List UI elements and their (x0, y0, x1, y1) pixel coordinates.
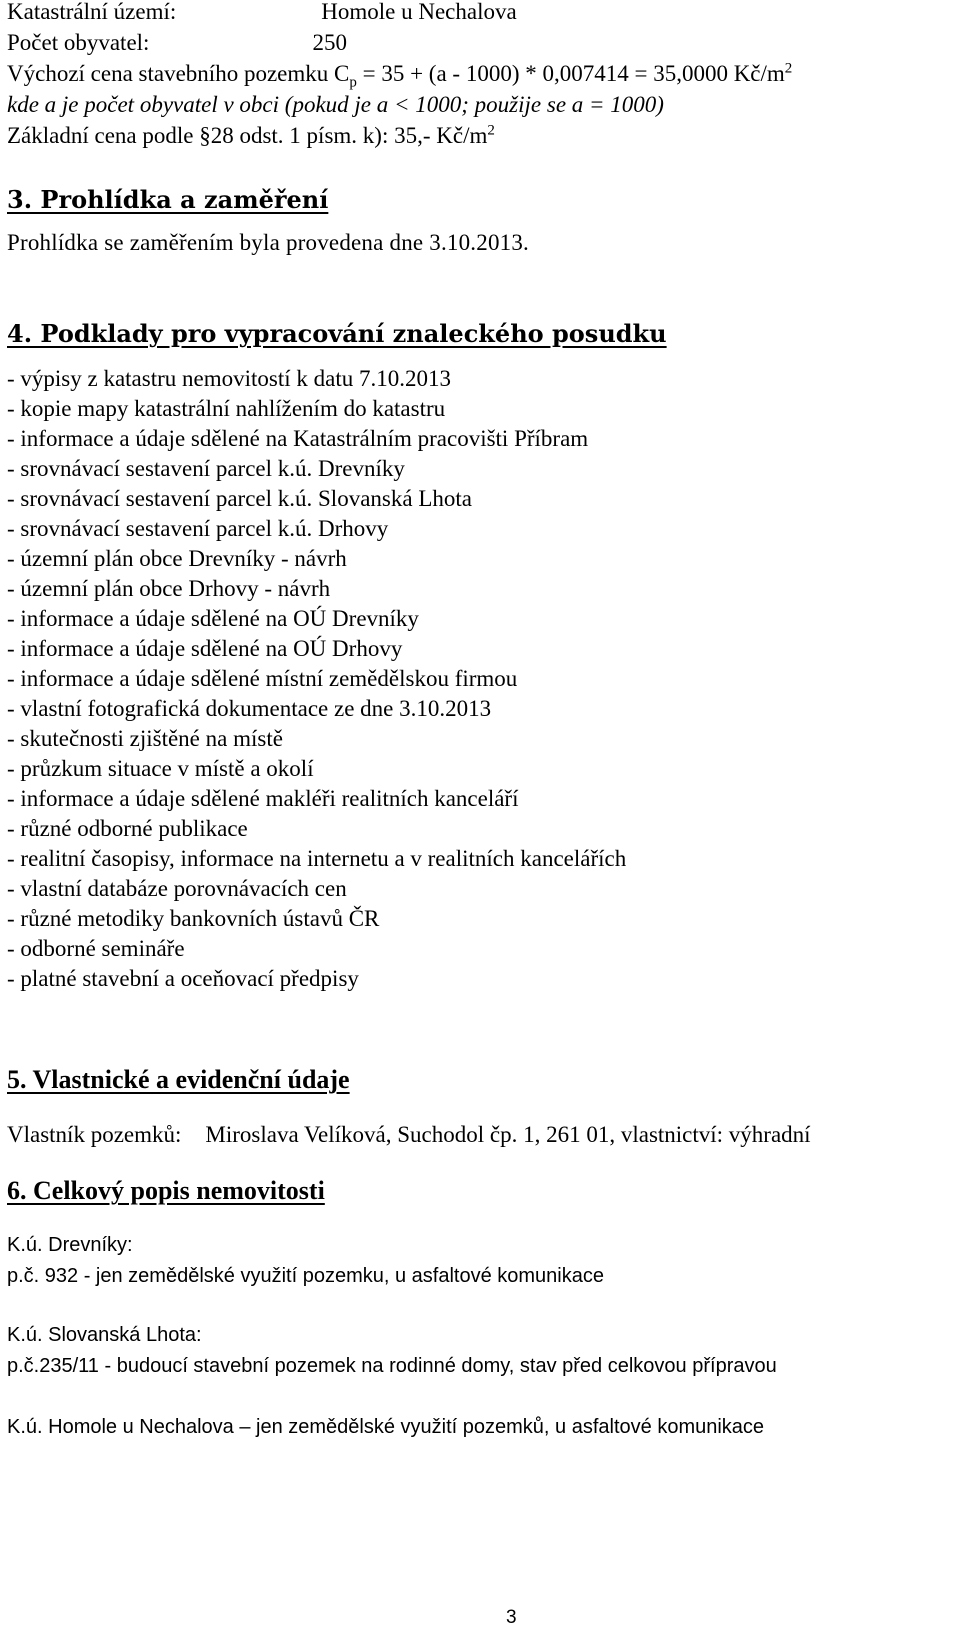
list-item: - informace a údaje sdělené makléři realitních kanceláří (7, 786, 519, 811)
section-6-heading: 6. Celkový popis nemovitosti (7, 1176, 325, 1205)
section-3-heading: 3. Prohlídka a zaměření (7, 185, 329, 214)
list-item: - informace a údaje sdělené místní zemědělskou firmou (7, 666, 518, 691)
ku-slovanska-lhota-text: p.č.235/11 - budoucí stavební pozemek na rodinné domy, stav před celkovou přípravou (7, 1355, 777, 1377)
list-item: - územní plán obce Drhovy - návrh (7, 576, 331, 601)
list-item: - informace a údaje sdělené na Katastrálním pracovišti Příbram (7, 426, 589, 451)
owner-value: Miroslava Velíková, Suchodol čp. 1, 261 01, vlastnictví: výhradní (205, 1122, 811, 1147)
cadastral-area-label: Katastrální území: (7, 0, 177, 24)
formula-superscript: 2 (784, 60, 793, 77)
population-value: 250 (312, 30, 347, 55)
section-3-text: Prohlídka se zaměřením byla provedena dne 3.10.2013. (7, 230, 530, 255)
list-item: - srovnávací sestavení parcel k.ú. Drhovy (7, 516, 389, 541)
list-item: - skutečnosti zjištěné na místě (7, 726, 283, 751)
list-item: - vlastní databáze porovnávacích cen (7, 876, 347, 901)
page-number: 3 (506, 1607, 517, 1628)
list-item: - územní plán obce Drevníky - návrh (7, 546, 347, 571)
formula-suffix: = 35 + (a - 1000) * 0,007414 = 35,0000 Kč/m (356, 61, 785, 86)
population-row (7, 28, 347, 58)
basic-price-superscript: 2 (487, 122, 495, 139)
ku-slovanska-lhota-label: K.ú. Slovanská Lhota: (7, 1324, 202, 1346)
cadastral-area-row (7, 0, 517, 27)
list-item: - srovnávací sestavení parcel k.ú. Slovanská Lhota (7, 486, 472, 511)
basic-price-text: Základní cena podle §28 odst. 1 písm. k): 35,- Kč/m (7, 123, 488, 148)
ku-drevniky-text: p.č. 932 - jen zemědělské využití pozemku, u asfaltové komunikace (7, 1265, 604, 1287)
list-item: - výpisy z katastru nemovitostí k datu 7.10.2013 (7, 366, 451, 391)
cadastral-area-value: Homole u Nechalova (321, 0, 517, 24)
formula-prefix: Výchozí cena stavebního pozemku C (7, 61, 350, 86)
basic-price-row (7, 121, 495, 151)
list-item: - vlastní fotografická dokumentace ze dne 3.10.2013 (7, 696, 492, 721)
list-item: - informace a údaje sdělené na OÚ Drhovy (7, 636, 403, 661)
section-4-heading: 4. Podklady pro vypracování znaleckého posudku (7, 319, 667, 348)
list-item: - kopie mapy katastrální nahlížením do katastru (7, 396, 446, 421)
section-5-heading: 5. Vlastnické a evidenční údaje (7, 1065, 350, 1094)
formula-subscript: p (349, 74, 357, 91)
ku-drevniky-label: K.ú. Drevníky: (7, 1234, 133, 1256)
list-item: - průzkum situace v místě a okolí (7, 756, 314, 781)
list-item: - informace a údaje sdělené na OÚ Drevníky (7, 606, 419, 631)
list-item: - odborné semináře (7, 936, 185, 961)
formula-note: kde a je počet obyvatel v obci (pokud je a < 1000; použije se a = 1000) (7, 92, 664, 117)
list-item: - různé metodiky bankovních ústavů ČR (7, 906, 380, 931)
list-item: - různé odborné publikace (7, 816, 248, 841)
list-item: - srovnávací sestavení parcel k.ú. Drevníky (7, 456, 405, 481)
base-price-formula (7, 59, 792, 89)
owner-row (7, 1120, 811, 1150)
list-item: - realitní časopisy, informace na internetu a v realitních kancelářích (7, 846, 627, 871)
ku-homole-text: K.ú. Homole u Nechalova – jen zemědělské využití pozemků, u asfaltové komunikace (7, 1416, 765, 1438)
owner-label: Vlastník pozemků: (7, 1122, 182, 1147)
list-item: - platné stavební a oceňovací předpisy (7, 966, 359, 991)
population-label: Počet obyvatel: (7, 30, 150, 55)
